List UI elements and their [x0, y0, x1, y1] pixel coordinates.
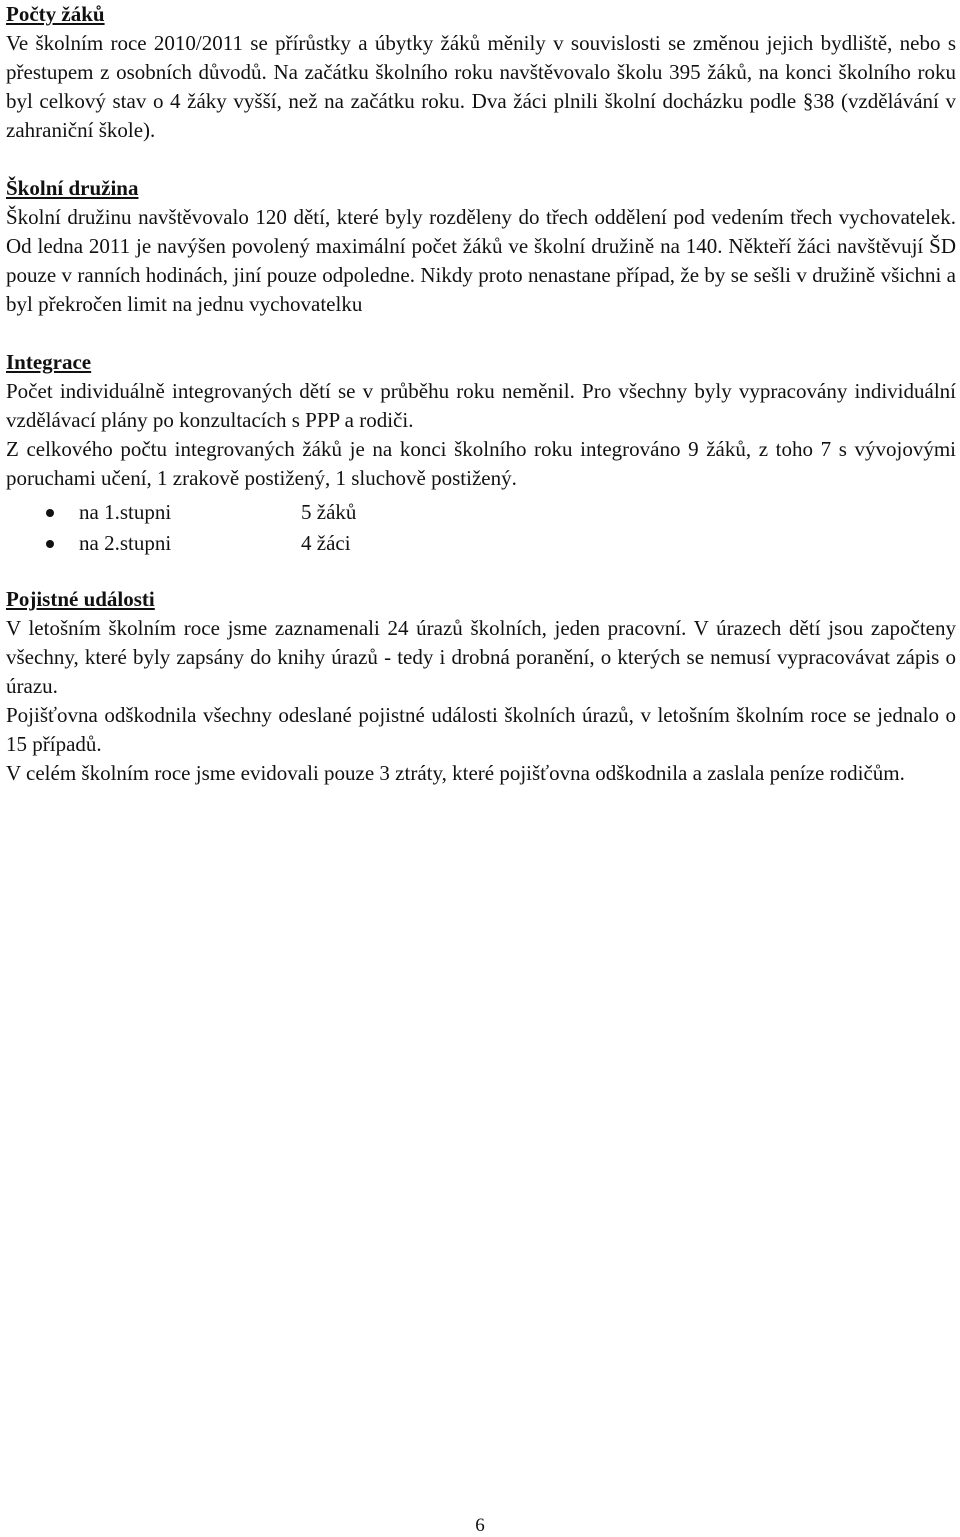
section-integrace	[6, 348, 956, 559]
paragraph-skolni-druzina: Školní družinu navštěvovalo 120 dětí, které byly rozděleny do třech oddělení pod vedením třech vychovatelek. Od ledna 2011 je navýšen povolený maximální počet žáků ve školní družině na 140. Někteří žáci navštěvují ŠD pouze v ranních hodinách, jiní pouze odpoledne. Nikdy proto nenastane případ, že by se sešli v družině všichni a byl překročen limit na jednu vychovatelku	[6, 205, 956, 316]
list-item	[6, 528, 956, 559]
document-content	[6, 0, 956, 788]
page-number: 6	[475, 1515, 485, 1536]
spacer	[6, 319, 956, 348]
bullet-icon	[46, 540, 54, 548]
heading-skolni-druzina: Školní družina	[6, 176, 139, 200]
spacer	[6, 145, 956, 174]
paragraph-integrace-1: Počet individuálně integrovaných dětí se v průběhu roku neměnil. Pro všechny byly vypracovány individuální vzdělávací plány po konzultacích s PPP a rodiči.	[6, 379, 956, 432]
section-skolni-druzina	[6, 174, 956, 319]
heading-integrace: Integrace	[6, 350, 92, 374]
bullet-count: 4 žáci	[301, 531, 351, 555]
list-item	[6, 497, 956, 528]
bullet-icon	[46, 509, 54, 517]
heading-pocty-zaku: Počty žáků	[6, 2, 105, 26]
heading-pojistne-udalosti: Pojistné události	[6, 587, 155, 611]
bullet-level: na 1.stupni	[79, 500, 172, 524]
paragraph-pojistne-udalosti-2: Pojišťovna odškodnila všechny odeslané pojistné události školních úrazů, v letošním školním roce se jednalo o 15 případů.	[6, 703, 956, 756]
bullet-level: na 2.stupni	[79, 531, 172, 555]
integrace-bullet-list	[6, 497, 956, 559]
section-pojistne-udalosti	[6, 585, 956, 788]
spacer	[6, 559, 956, 585]
paragraph-integrace-2: Z celkového počtu integrovaných žáků je na konci školního roku integrováno 9 žáků, z toho 7 s vývojovými poruchami učení, 1 zrakově postižený, 1 sluchově postižený.	[6, 437, 956, 490]
bullet-count: 5 žáků	[301, 500, 357, 524]
paragraph-pojistne-udalosti-3: V celém školním roce jsme evidovali pouze 3 ztráty, které pojišťovna odškodnila a zaslala peníze rodičům.	[6, 761, 905, 785]
section-pocty-zaku	[6, 0, 956, 145]
paragraph-pojistne-udalosti-1: V letošním školním roce jsme zaznamenali 24 úrazů školních, jeden pracovní. V úrazech dětí jsou započteny všechny, které byly zapsány do knihy úrazů - tedy i drobná poranění, o kterých se nemusí vypracovávat zápis o úrazu.	[6, 616, 956, 698]
paragraph-pocty-zaku: Ve školním roce 2010/2011 se přírůstky a úbytky žáků měnily v souvislosti se změnou jejich bydliště, nebo s přestupem z osobních důvodů. Na začátku školního roku navštěvovalo školu 395 žáků, na konci školního roku byl celkový stav o 4 žáky vyšší, než na začátku roku. Dva žáci plnili školní docházku podle §38 (vzdělávání v zahraniční škole).	[6, 31, 956, 142]
